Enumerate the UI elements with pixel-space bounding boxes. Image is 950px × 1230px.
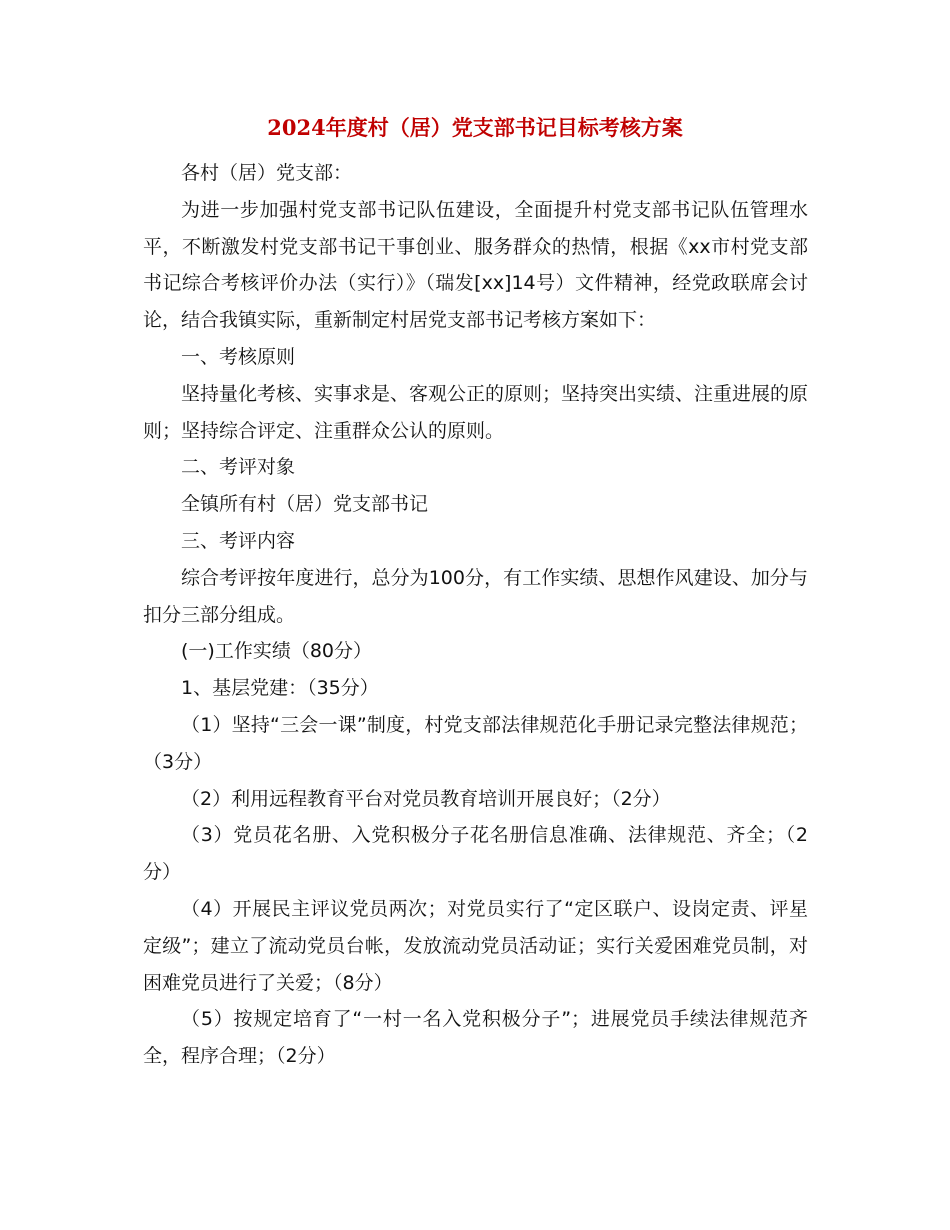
body-paragraph: 全镇所有村（居）党支部书记 [181, 493, 429, 516]
document-title: 2024年度村（居）党支部书记目标考核方案 [267, 115, 683, 140]
list-item: （5）按规定培育了“一村一名入党积极分子”；进展党员手续法律规范齐全，程序合理；（2分） [143, 1008, 808, 1068]
body-paragraph: 坚持量化考核、实事求是、客观公正的原则；坚持突出实绩、注重进展的原则；坚持综合评定、注重群众公认的原则。 [143, 382, 809, 442]
subsection-heading: (一)工作实绩（80分） [181, 640, 373, 663]
subsection-heading: 1、基层党建：（35分） [181, 677, 379, 700]
intro-paragraph: 为进一步加强村党支部书记队伍建设，全面提升村党支部书记队伍管理水平，不断激发村党支部书记干事创业、服务群众的热情，根据《xx市村党支部书记综合考核评价办法（实行）》（瑞发[xx]14号）文件精神，经党政联席会讨论，结合我镇实际，重新制定村居党支部书记考核方案如下： [143, 198, 808, 332]
document-body [143, 155, 808, 1075]
list-item: （1）坚持“三会一课”制度，村党支部法律规范化手册记录完整法律规范；（3分） [143, 713, 808, 773]
list-item: （4）开展民主评议党员两次；对党员实行了“定区联户、设岗定责、评星定级”；建立了流动党员台帐，发放流动党员活动证；实行关爱困难党员制，对困难党员进行了关爱；（8分） [143, 897, 808, 994]
body-paragraph: 综合考评按年度进行，总分为100分，有工作实绩、思想作风建设、加分与扣分三部分组成。 [143, 566, 808, 626]
section-heading: 三、考评内容 [181, 529, 296, 552]
section-heading: 二、考评对象 [181, 456, 296, 479]
list-item: （2）利用远程教育平台对党员教育培训开展良好；（2分） [181, 787, 671, 810]
list-item: （3）党员花名册、入党积极分子花名册信息准确、法律规范、齐全；（2分） [143, 824, 808, 884]
section-heading: 一、考核原则 [181, 345, 296, 368]
salutation: 各村（居）党支部： [181, 162, 353, 184]
